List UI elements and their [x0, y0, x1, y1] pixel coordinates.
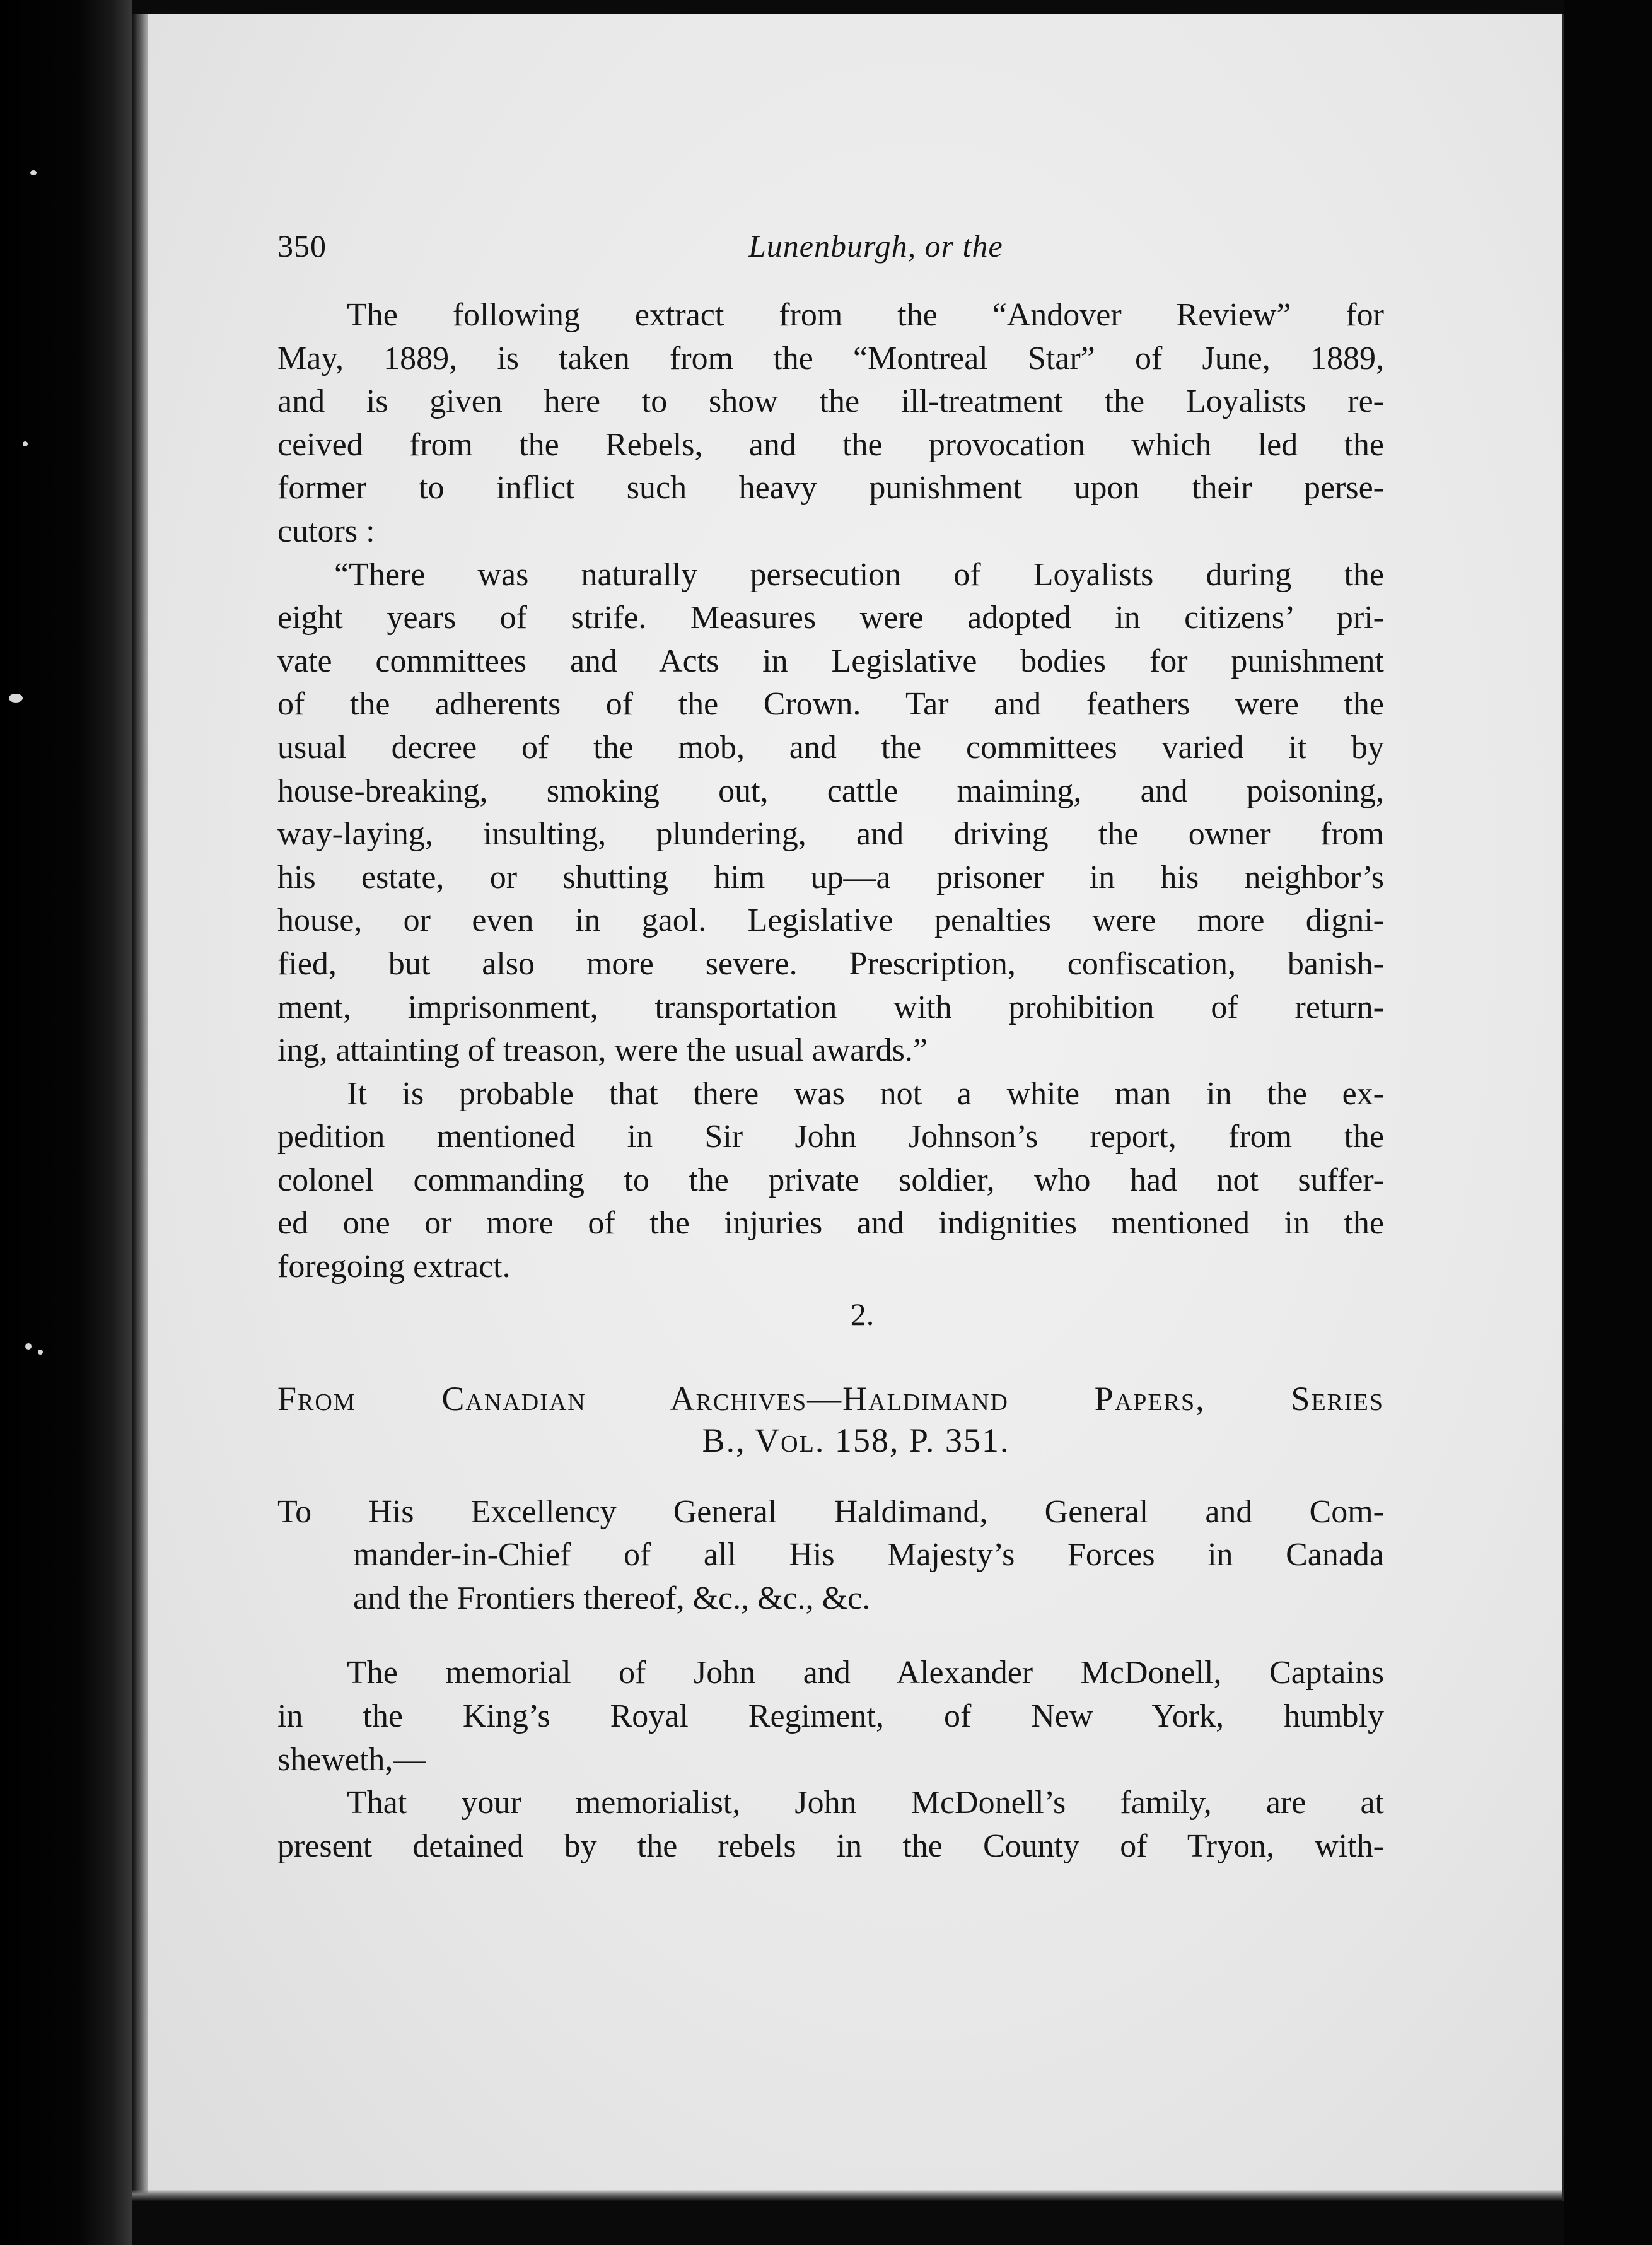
- text-line: vate committees and Acts in Legislative bodies for punishment: [277, 643, 1384, 679]
- scan-speck: [30, 170, 37, 175]
- address-line: To His Excellency General Haldimand, General and Com-: [277, 1493, 1384, 1530]
- running-head: [277, 224, 1384, 269]
- text-line: house-breaking, smoking out, cattle maiming, and poisoning,: [277, 773, 1384, 809]
- page-number: 350: [277, 228, 327, 264]
- text-line: “There was naturally persecution of Loyalists during the: [334, 556, 1384, 593]
- intro-paragraph: [277, 294, 1384, 554]
- running-title: Lunenburgh, or the: [748, 228, 1003, 264]
- section-number: 2.: [850, 1296, 875, 1332]
- page-text-block: [277, 224, 1384, 1868]
- text-line: usual decree of the mob, and the committees varied it by: [277, 729, 1384, 766]
- text-line: former to inflict such heavy punishment upon their perse-: [277, 470, 1384, 506]
- memorial-paragraph: [277, 1781, 1384, 1868]
- text-line: eight years of strife. Measures were adopted in citizens’ pri-: [277, 600, 1384, 636]
- text-line: ed one or more of the injuries and indignities mentioned in the: [277, 1205, 1384, 1242]
- scan-speck: [9, 694, 23, 703]
- text-line: pedition mentioned in Sir John Johnson’s report, from the: [277, 1119, 1384, 1155]
- right-dark-margin: [1564, 0, 1652, 2245]
- text-line: ing, attainting of treason, were the usual awards.”: [277, 1032, 928, 1069]
- scan-speck: [23, 441, 28, 446]
- scan-speck: [25, 1343, 32, 1350]
- text-line: cutors :: [277, 513, 375, 549]
- text-line: of the adherents of the Crown. Tar and feathers were the: [277, 686, 1384, 723]
- address-line: mander-in-Chief of all His Majesty’s Forces in Canada: [353, 1537, 1384, 1573]
- left-binding-edge: [0, 0, 132, 2245]
- scan-speck: [38, 1350, 43, 1355]
- commentary-paragraph: [277, 1073, 1384, 1289]
- memorial-opening: [277, 1652, 1384, 1781]
- text-line: colonel commanding to the private soldier, who had not suffer-: [277, 1162, 1384, 1198]
- text-line: in the King’s Royal Regiment, of New York, humbly: [277, 1698, 1384, 1735]
- quoted-extract: [277, 554, 1384, 1073]
- text-line: way-laying, insulting, plundering, and driving the owner from: [277, 816, 1384, 853]
- text-line: The memorial of John and Alexander McDonell, Captains: [347, 1655, 1384, 1691]
- text-line: present detained by the rebels in the County of Tryon, with-: [277, 1828, 1384, 1864]
- text-line: The following extract from the “Andover Review” for: [347, 297, 1384, 333]
- address-line: and the Frontiers thereof, &c., &c., &c.: [353, 1580, 871, 1616]
- text-line: May, 1889, is taken from the “Montreal Star” of June, 1889,: [277, 340, 1384, 376]
- source-heading-line: From Canadian Archives—Haldimand Papers, Series: [277, 1379, 1384, 1418]
- text-line: foregoing extract.: [277, 1249, 511, 1285]
- text-line: It is probable that there was not a white man in the ex-: [347, 1075, 1384, 1112]
- text-line: fied, but also more severe. Prescription, confiscation, banish-: [277, 945, 1384, 982]
- text-line: sheweth,—: [277, 1741, 426, 1778]
- text-line: his estate, or shutting him up—a prisoner in his neighbor’s: [277, 859, 1384, 895]
- text-line: That your memorialist, John McDonell’s family, are at: [347, 1785, 1384, 1821]
- text-line: ment, imprisonment, transportation with prohibition of return-: [277, 989, 1384, 1025]
- source-heading: [277, 1377, 1384, 1461]
- text-line: ceived from the Rebels, and the provocation which led the: [277, 426, 1384, 463]
- text-line: house, or even in gaol. Legislative penalties were more digni-: [277, 902, 1384, 939]
- source-heading-line: B., Vol. 158, P. 351.: [702, 1421, 1010, 1459]
- text-line: and is given here to show the ill-treatment the Loyalists re-: [277, 383, 1384, 420]
- address-block: [277, 1491, 1384, 1621]
